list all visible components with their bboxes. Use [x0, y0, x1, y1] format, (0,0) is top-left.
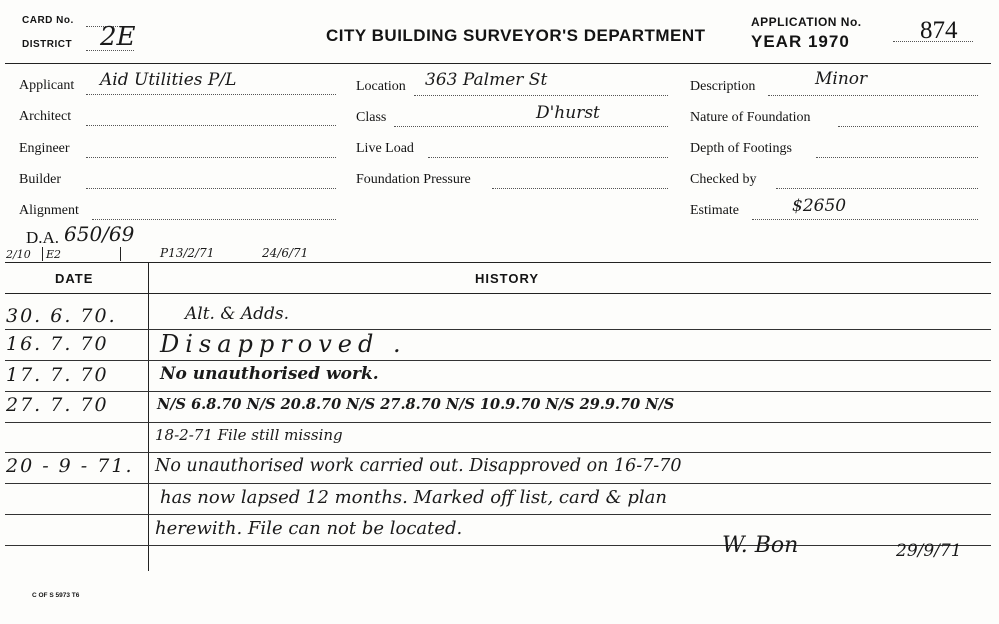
table-row-rule	[5, 545, 991, 546]
table-row-date: 16. 7. 70	[6, 333, 109, 355]
history-column-header: HISTORY	[475, 271, 540, 286]
table-row-date: 20 - 9 - 71.	[6, 455, 134, 477]
foundation-pressure-label: Foundation Pressure	[356, 172, 471, 187]
da-note-1: 2/10	[6, 248, 31, 261]
table-column-divider	[148, 262, 149, 571]
live-load-label: Live Load	[356, 141, 414, 156]
table-row-history: has now lapsed 12 months. Marked off list, card & plan	[160, 487, 667, 508]
district-label: DISTRICT	[22, 39, 73, 50]
table-row-rule	[5, 360, 991, 361]
table-row-history: herewith. File can not be located.	[155, 518, 463, 539]
table-row-date: 27. 7. 70	[6, 394, 109, 416]
card-no-label: CARD No.	[22, 15, 74, 26]
table-row-rule	[5, 483, 991, 484]
da-note-4: 24/6/71	[262, 246, 309, 260]
table-row-history: Disapproved .	[160, 330, 407, 358]
class-label: Class	[356, 110, 387, 125]
applicant-value: Aid Utilities P/L	[100, 70, 237, 90]
class-value: D'hurst	[536, 103, 600, 123]
live-load-dotline	[428, 157, 668, 158]
form-code: C OF S 5973 T6	[32, 592, 80, 599]
signature-date: 29/9/71	[896, 541, 962, 561]
department-title: CITY BUILDING SURVEYOR'S DEPARTMENT	[326, 26, 706, 45]
application-number: 874	[920, 17, 958, 44]
description-value: Minor	[815, 69, 868, 89]
da-value: 650/69	[64, 222, 135, 246]
engineer-dotline	[86, 157, 336, 158]
location-label: Location	[356, 79, 406, 94]
date-column-header: DATE	[55, 271, 94, 286]
architect-label: Architect	[19, 109, 72, 124]
table-row-rule	[5, 329, 991, 330]
table-row-history: Alt. & Adds.	[185, 304, 290, 324]
checked-by-label: Checked by	[690, 172, 757, 187]
year-label: YEAR 1970	[751, 32, 850, 51]
description-label: Description	[690, 79, 756, 94]
estimate-value: $2650	[792, 196, 847, 216]
table-row-rule	[5, 391, 991, 392]
foundation-pressure-dotline	[492, 188, 668, 189]
table-header-rule	[5, 293, 991, 294]
table-row-history: N/S 6.8.70 N/S 20.8.70 N/S 27.8.70 N/S 10.9.70 N/S 29.9.70 N/S	[157, 396, 675, 413]
depth-of-footings-label: Depth of Footings	[690, 141, 792, 156]
table-row-rule	[5, 452, 991, 453]
district-value: 2E	[100, 22, 136, 52]
checked-by-dotline	[776, 188, 978, 189]
table-row-history: No unauthorised work.	[160, 364, 379, 384]
applicant-label: Applicant	[19, 78, 75, 93]
top-rule	[5, 63, 991, 64]
builder-dotline	[86, 188, 336, 189]
da-note-2: E2	[46, 248, 62, 261]
estimate-dotline	[752, 219, 978, 220]
da-note-divider-2	[120, 247, 121, 261]
alignment-dotline	[92, 219, 336, 220]
engineer-label: Engineer	[19, 141, 70, 156]
table-row-history: No unauthorised work carried out. Disapproved on 16-7-70	[155, 456, 682, 476]
location-dotline	[414, 95, 668, 96]
table-row-history: 18-2-71 File still missing	[155, 426, 343, 444]
signature: W. Bon	[722, 533, 799, 558]
application-no-label: APPLICATION No.	[751, 15, 862, 29]
nature-of-foundation-dotline	[838, 126, 978, 127]
estimate-label: Estimate	[690, 203, 739, 218]
applicant-dotline	[86, 94, 336, 95]
da-label: D.A.	[26, 228, 60, 247]
depth-of-footings-dotline	[816, 157, 978, 158]
alignment-label: Alignment	[19, 203, 79, 218]
da-note-divider-1	[42, 247, 43, 261]
nature-of-foundation-label: Nature of Foundation	[690, 110, 811, 125]
table-row-rule	[5, 422, 991, 423]
table-row-date: 30. 6. 70.	[6, 305, 117, 327]
table-top-rule	[5, 262, 991, 263]
location-value: 363 Palmer St	[425, 70, 548, 90]
class-dotline	[394, 126, 668, 127]
da-note-3: P13/2/71	[160, 246, 215, 260]
description-dotline	[768, 95, 978, 96]
table-row-rule	[5, 514, 991, 515]
builder-label: Builder	[19, 172, 61, 187]
table-row-date: 17. 7. 70	[6, 364, 109, 386]
architect-dotline	[86, 125, 336, 126]
